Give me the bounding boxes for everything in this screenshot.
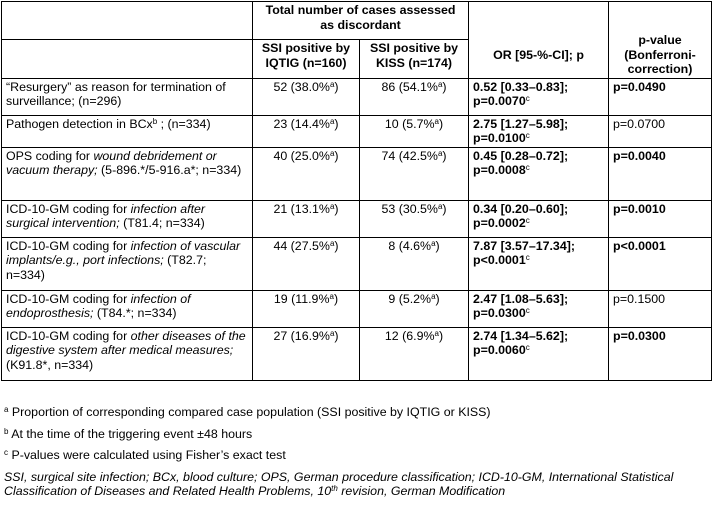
label-text: ICD-10-GM coding for — [6, 328, 131, 343]
paren: ) — [435, 291, 440, 306]
paren: ) — [442, 148, 447, 163]
table-body — [2, 78, 712, 380]
or-p-value: p=0.0300 — [473, 306, 526, 320]
iqtig-count: 52 (38.0% — [273, 79, 330, 94]
table-row — [2, 327, 712, 380]
pvalue-header-cell — [609, 2, 712, 79]
discordant-cases-table — [1, 1, 712, 381]
bonferroni-p-value: p=0.0040 — [609, 147, 712, 200]
row-label — [2, 147, 253, 200]
table-row — [2, 237, 712, 290]
paren: ) — [333, 291, 339, 306]
or-p-value: p=0.0008 — [473, 163, 526, 177]
label-text: ICD-10-GM coding for — [6, 238, 131, 253]
label-text: OPS coding for — [6, 148, 94, 163]
label-italic-text: other diseases of the digestive system after medical measures; — [6, 328, 246, 357]
odds-ratio — [469, 327, 609, 380]
kiss-count: 86 (54.1% — [381, 79, 438, 94]
footnote-marker: a — [431, 238, 436, 248]
kiss-value — [360, 237, 469, 290]
footnote-marker: a — [434, 328, 439, 338]
footnote-marker: c — [525, 306, 530, 315]
paren: ) — [334, 201, 339, 216]
footnote-text: P-values were calculated using Fisher’s exact test — [8, 448, 286, 462]
footnote-marker: a — [437, 201, 443, 211]
corner-cell — [2, 2, 253, 40]
bonferroni-p-value: p=0.1500 — [609, 290, 712, 327]
or-p — [473, 163, 604, 178]
kiss-value — [360, 327, 469, 380]
iqtig-value — [253, 327, 360, 380]
footnote-marker: a — [329, 328, 335, 338]
iqtig-count: 21 (13.1% — [273, 201, 330, 216]
footnote-marker: a — [437, 79, 443, 89]
table-row — [2, 147, 712, 200]
paren: ) — [334, 79, 339, 94]
or-ci: 7.87 [3.57–17.34]; — [473, 238, 575, 253]
footnote-marker: a — [329, 148, 335, 158]
kiss-count: 9 (5.2% — [388, 291, 432, 306]
iqtig-count: 19 (11.9% — [273, 291, 330, 306]
kiss-value — [360, 290, 469, 327]
or-p — [473, 343, 604, 358]
bonferroni-p-value: p=0.0700 — [609, 115, 712, 147]
label-italic-text: infection after surgical intervention; — [6, 201, 206, 230]
footnote-marker: c — [525, 343, 530, 352]
or-p — [473, 253, 604, 268]
paren: ) — [442, 201, 447, 216]
or-ci: 2.47 [1.08–5.63]; — [473, 291, 569, 306]
footnote — [4, 405, 710, 420]
label-text: (K91.8*, n=334) — [6, 357, 94, 372]
footnote-marker: a — [329, 79, 335, 89]
footnote-marker: a — [434, 116, 439, 126]
iqtig-count: 40 (25.0% — [273, 148, 330, 163]
iqtig-value — [253, 147, 360, 200]
footnote-marker: a — [437, 148, 443, 158]
or-p-value: p=0.0070 — [473, 94, 526, 108]
iqtig-value — [253, 115, 360, 147]
paren: ) — [438, 116, 444, 131]
row-label — [2, 200, 253, 237]
label-italic-text: wound debridement or vacuum therapy; — [6, 148, 217, 177]
footnote-marker: c — [525, 94, 530, 103]
row-label — [2, 290, 253, 327]
footnote-marker: c — [525, 163, 530, 172]
or-p-value: p=0.0060 — [473, 343, 526, 357]
or-ci: 0.34 [0.20–0.60]; — [473, 201, 569, 216]
kiss-count: 12 (6.9% — [384, 328, 435, 343]
footnote-marker: a — [329, 238, 335, 248]
kiss-count: 10 (5.7% — [384, 116, 435, 131]
pvalue-column-header: p-value (Bonferroni-correction) — [624, 33, 696, 76]
footnote-marker: c — [525, 131, 530, 140]
iqtig-count: 44 (27.5% — [273, 238, 330, 253]
row-label — [2, 327, 253, 380]
or-column-header: OR [95-%-CI]; p — [493, 47, 584, 62]
footnote — [4, 448, 710, 463]
paren: ) — [442, 79, 447, 94]
bonferroni-p-value: p<0.0001 — [609, 237, 712, 290]
bonferroni-p-value: p=0.0010 — [609, 200, 712, 237]
bonferroni-p-value: p=0.0300 — [609, 327, 712, 380]
kiss-value — [360, 200, 469, 237]
footnote-marker: a — [329, 116, 335, 126]
row-label — [2, 237, 253, 290]
label-text: Pathogen detection in BCx — [6, 116, 153, 131]
table-row — [2, 290, 712, 327]
table-notes — [4, 405, 710, 499]
row-label — [2, 78, 253, 115]
or-header-cell — [469, 2, 609, 79]
kiss-value — [360, 115, 469, 147]
paren: ) — [334, 148, 339, 163]
footnote-marker: a — [4, 405, 9, 414]
footnote-marker: c — [525, 216, 530, 225]
or-p-value: p<0.0001 — [473, 253, 526, 267]
label-text: (T84.*; n=334) — [93, 306, 177, 320]
table-row — [2, 78, 712, 115]
kiss-count: 74 (42.5% — [381, 148, 438, 163]
kiss-value — [360, 147, 469, 200]
table-row — [2, 200, 712, 237]
or-ci: 0.52 [0.33–0.83]; — [473, 79, 569, 94]
iqtig-count: 23 (14.4% — [273, 116, 330, 131]
odds-ratio — [469, 115, 609, 147]
or-p — [473, 306, 604, 321]
footnote-text: Proportion of corresponding compared case population (SSI positive by IQTIG or KISS) — [8, 405, 491, 419]
iqtig-column-header: SSI positive by IQTIG (n=160) — [253, 40, 360, 78]
label-italic-text: infection of endoprosthesis; — [6, 291, 191, 320]
or-p — [473, 94, 604, 109]
odds-ratio — [469, 290, 609, 327]
paren: ) — [438, 328, 444, 343]
kiss-column-header: SSI positive by KISS (n=174) — [360, 40, 469, 78]
row-label — [2, 115, 253, 147]
footnote-marker: a — [329, 291, 334, 301]
iqtig-value — [253, 78, 360, 115]
label-text: (T81.4; n=334) — [119, 216, 205, 230]
kiss-count: 8 (4.6% — [388, 238, 432, 253]
iqtig-count: 27 (16.9% — [273, 328, 330, 343]
kiss-count: 53 (30.5% — [381, 201, 438, 216]
footnote-marker: b — [4, 426, 9, 436]
paren: ) — [334, 238, 339, 253]
kiss-value — [360, 78, 469, 115]
odds-ratio — [469, 237, 609, 290]
odds-ratio — [469, 200, 609, 237]
group-header: Total number of cases assessed as discordant — [253, 2, 469, 40]
or-ci: 2.74 [1.34–5.62]; — [473, 328, 569, 343]
abbreviation-text: revision, German Modification — [337, 484, 506, 498]
label-text: (5-896.*/5-916.a*; n=334) — [97, 163, 242, 177]
label-text: (T82.7; n=334) — [6, 253, 207, 282]
footnote — [4, 427, 710, 442]
odds-ratio — [469, 147, 609, 200]
table-row — [2, 115, 712, 147]
or-ci: 2.75 [1.27–5.98]; — [473, 116, 569, 131]
footnote-marker: a — [431, 291, 436, 301]
or-p-value: p=0.0100 — [473, 131, 526, 145]
or-ci: 0.45 [0.28–0.72]; — [473, 148, 569, 163]
label-text: ; (n=334) — [157, 116, 211, 131]
iqtig-value — [253, 200, 360, 237]
paren: ) — [435, 238, 440, 253]
iqtig-value — [253, 237, 360, 290]
or-p-value: p=0.0002 — [473, 216, 526, 230]
footnote-marker: b — [152, 116, 158, 126]
bonferroni-p-value: p=0.0490 — [609, 78, 712, 115]
paren: ) — [334, 116, 339, 131]
iqtig-value — [253, 290, 360, 327]
or-p — [473, 131, 604, 146]
footnotes — [4, 405, 710, 463]
footnote-marker: a — [329, 201, 335, 211]
or-p — [473, 216, 604, 231]
label-text: ICD-10-GM coding for — [6, 201, 131, 216]
footnote-marker: c — [525, 253, 530, 262]
footnote-text: At the time of the triggering event ±48 hours — [8, 426, 253, 441]
footnote-marker: c — [4, 448, 8, 457]
odds-ratio — [469, 78, 609, 115]
abbreviations-note — [4, 470, 710, 499]
label-text: “Resurgery” as reason for termination of surveillance; (n=296) — [6, 79, 226, 108]
label-header-cell — [2, 40, 253, 78]
label-text: ICD-10-GM coding for — [6, 291, 131, 306]
abbreviation-text: SSI, surgical site infection; BCx, blood culture; OPS, German procedure classification; ICD-10-GM, International Statistical Classification of Diseases and Related Health Problems, 10 — [4, 469, 674, 498]
superscript: th — [331, 484, 338, 493]
header-row-1 — [2, 2, 712, 40]
paren: ) — [334, 328, 339, 343]
label-italic-text: infection of vascular implants/e.g., port infections; — [6, 238, 241, 267]
